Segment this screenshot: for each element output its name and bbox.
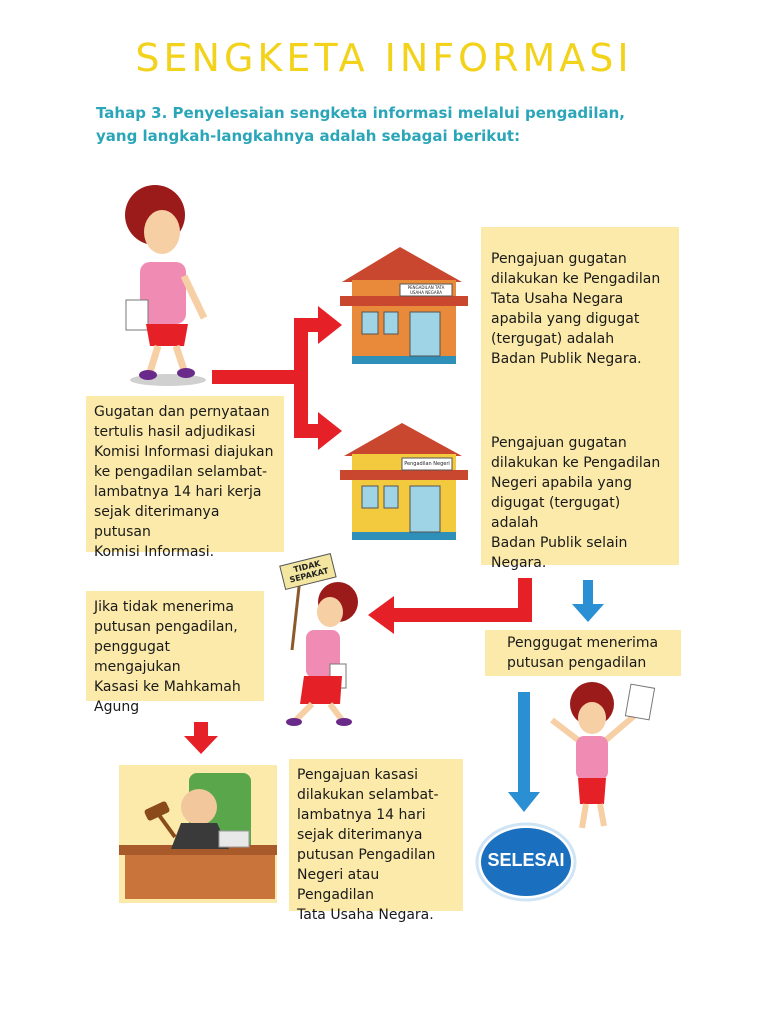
box-gugatan-text: Gugatan dan pernyataan tertulis hasil adjudikasi Komisi Informasi diajukan ke pengadilan selambat- lambatnya 14 hari kerja sejak diterimanya putusan Komisi Informasi. xyxy=(94,404,274,560)
page-title: SENGKETA INFORMASI xyxy=(135,36,633,80)
court-building-ptun xyxy=(340,247,468,364)
box-menerima-text: Penggugat menerima putusan pengadilan xyxy=(507,635,659,671)
red-arrow-to-kasasi xyxy=(368,578,532,634)
blue-arrow-to-menerima xyxy=(572,580,604,622)
box-court-choice xyxy=(481,227,679,571)
red-arrow-to-judge xyxy=(184,722,218,754)
court-building-pn xyxy=(340,423,468,540)
pn-sign: Pengadilan Negeri xyxy=(404,461,450,467)
protest-sign: TIDAK SEPAKAT xyxy=(288,558,330,585)
box-pn-text: Pengajuan gugatan dilakukan ke Pengadilan Negeri apabila yang digugat (tergugat) adalah Badan Publik selain Negara. xyxy=(491,435,661,571)
box-kasasi-left xyxy=(86,591,264,715)
woman-happy-figure xyxy=(552,682,655,828)
box-kasasi-right xyxy=(289,759,463,923)
judge-figure xyxy=(119,765,277,903)
box-menerima xyxy=(485,630,681,676)
box-ptun-text: Pengajuan gugatan dilakukan ke Pengadilan Tata Usaha Negara apabila yang digugat (tergugat) adalah Badan Publik Negara. xyxy=(491,251,661,367)
end-label: SELESAI xyxy=(487,850,565,870)
woman-walking-figure xyxy=(125,185,206,386)
box-kasasi-left-text: Jika tidak menerima putusan pengadilan, penggugat mengajukan Kasasi ke Mahkamah Agung xyxy=(94,599,241,715)
box-gugatan xyxy=(86,396,284,560)
page-subtitle: Tahap 3. Penyelesaian sengketa informasi melalui pengadilan, yang langkah-langkahnya adalah sebagai berikut: xyxy=(96,104,625,145)
ptun-sign: PENGADILAN TATA USAHA NEGARA xyxy=(407,285,445,295)
blue-arrow-to-selesai xyxy=(508,692,540,812)
box-kasasi-right-text: Pengajuan kasasi dilakukan selambat- lambatnya 14 hari sejak diterimanya putusan Pengadilan Negeri atau Pengadilan Tata Usaha Negara. xyxy=(297,767,439,923)
judge-illustration xyxy=(119,765,277,903)
